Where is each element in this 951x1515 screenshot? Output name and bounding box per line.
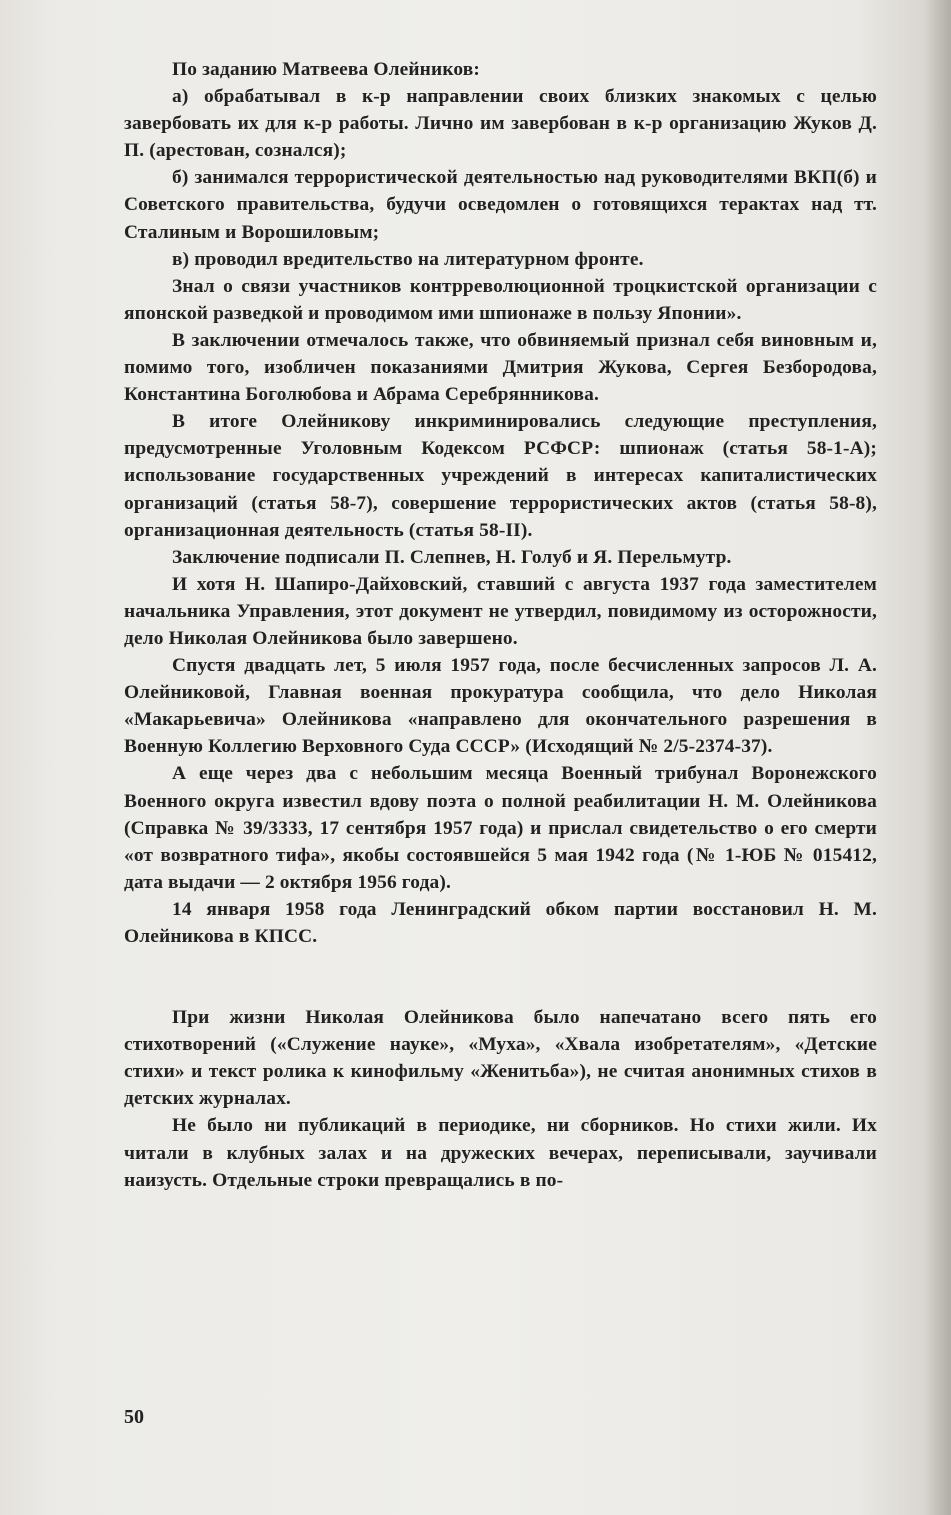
paragraph: А еще через два с небольшим месяца Военный трибунал Воронежского Военного округа известил вдову поэта о полной реабилитации Н. М. Олейникова (Справка № 39/3333, 17 сентября 1957 года) и прислал свидетельство о его смерти «от возвратного тифа», якобы состоявшейся 5 мая 1942 года (№ 1-ЮБ № 015412, дата выдачи — 2 октября 1956 года). — [124, 763, 877, 893]
paragraph: Заключение подписали П. Слепнев, Н. Голуб и Я. Перельмутр. — [172, 546, 732, 568]
paragraph: а) обрабатывал в к-р направлении своих близких знакомых с целью завербовать их для к-р работы. Лично им завербован в к-р организацию Жуков Д. П. (арестован, сознался); — [124, 86, 877, 162]
paragraph: Спустя двадцать лет, 5 июля 1957 года, после бесчисленных запросов Л. А. Олейниковой, Главная военная прокуратура сообщила, что дело Николая «Макарьевича» Олейникова «направлено для окончательного разрешения в Военную Коллегию Верховного Суда СССР» (Исходящий № 2/5-2374-37). — [124, 655, 877, 758]
paragraph: При жизни Николая Олейникова было напечатано всего пять его стихотворений («Служение науке», «Муха», «Хвала изобретателям», «Детские стихи» и текст ролика к кинофильму «Женитьба»), не считая анонимных стихов в детских журналах. — [124, 1007, 877, 1110]
paragraph: Знал о связи участников контрреволюционной троцкистской организации с японской разведкой и проводимом ими шпионаже в пользу Японии». — [124, 275, 877, 324]
paragraph: Не было ни публикаций в периодике, ни сборников. Но стихи жили. Их читали в клубных залах и на дружеских вечерах, переписывали, заучивали наизусть. Отдельные строки превращались в по- — [124, 1115, 877, 1191]
paragraph: И хотя Н. Шапиро-Дайховский, ставший с августа 1937 года заместителем начальника Управления, этот документ не утвердил, повидимому из осторожности, дело Николая Олейникова было завершено. — [124, 573, 877, 649]
page-number: 50 — [124, 1406, 144, 1428]
paragraph: В итоге Олейникову инкриминировались следующие преступления, предусмотренные Уголовным Кодексом РСФСР: шпионаж (статья 58-1-А); использование государственных учреждений в интересах капиталистических организаций (статья 58-7), совершение террористических актов (статья 58-8), организационная деятельность (статья 58-II). — [124, 411, 877, 541]
spine-shadow — [925, 0, 951, 1515]
paragraph: В заключении отмечалось также, что обвиняемый признал себя виновным и, помимо того, изобличен показаниями Дмитрия Жукова, Сергея Безбородова, Константина Боголюбова и Абрама Серебрянникова. — [124, 329, 877, 406]
paragraph: б) занимался террористической деятельностью над руководителями ВКП(б) и Советского правительства, будучи осведомлен о готовящихся терактах над тт. Сталиным и Ворошиловым; — [124, 167, 877, 243]
paragraph: 14 января 1958 года Ленинградский обком партии восстановил Н. М. Олейникова в КПСС. — [124, 898, 877, 947]
paragraph: в) проводил вредительство на литературном фронте. — [172, 248, 644, 270]
section-break — [124, 950, 877, 1004]
paragraph: По заданию Матвеева Олейников: — [172, 59, 480, 80]
body-text — [124, 56, 877, 1194]
